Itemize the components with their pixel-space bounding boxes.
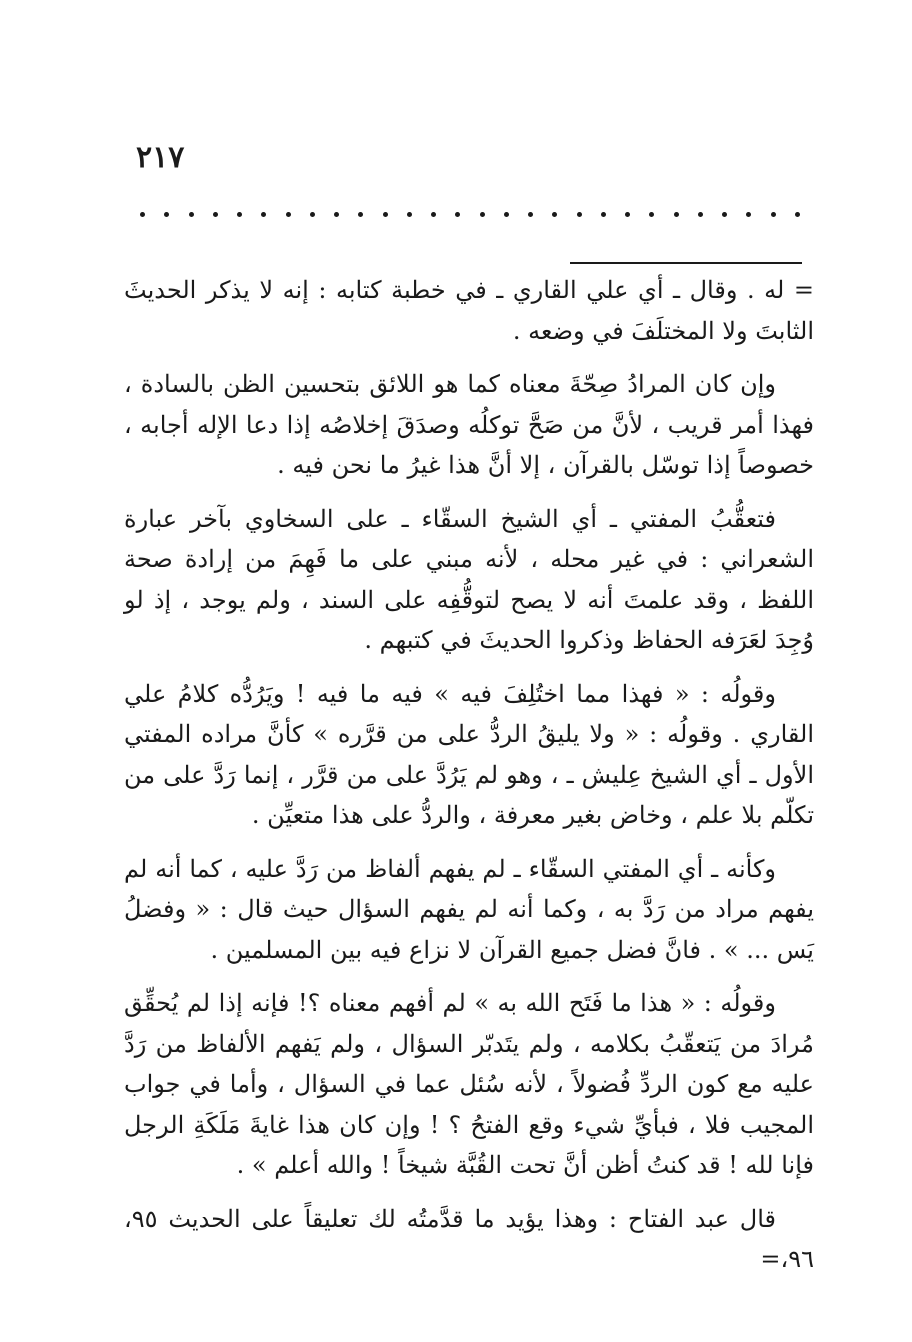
separator-dot [601,212,606,217]
separator-dot [480,212,485,217]
separator-dot [213,212,218,217]
separator-dot [722,212,727,217]
separator-dot [649,212,654,217]
paragraph-continuation: = له . وقال ـ أي علي القاري ـ في خطبة كتابه : إنه لا يذكر الحديثَ الثابتَ ولا المختلَفَ في وضعه . [124,276,814,345]
paragraph: وكأنه ـ أي المفتي السقّاء ـ لم يفهم ألفاظ من رَدَّ عليه ، كما أنه لم يفهم مراد من رَدَّ به ، وكما أنه لم يفهم السؤال حيث قال : « وفضلُ يَس ... » . فانَّ فضل جميع القرآن لا نزاع فيه بين المسلمين . [124,854,814,964]
paragraph: وإن كان المرادُ صِحّةَ معناه كما هو اللائق بتحسين الظن بالسادة ، فهذا أمر قريب ، لأنَّ من صَحَّ توكلُه وصدَقَ إخلاصُه إذا دعا الإله أجابه ، خصوصاً إذا توسّل بالقرآن ، إلا أنَّ هذا غيرُ ما نحن فيه . [124,370,814,479]
separator-dot [358,212,363,217]
paragraph: قال عبد الفتاح : وهذا يؤيد ما قدَّمتُه لك تعليقاً على الحديث ٩٥، ٩٦،= [124,1204,814,1273]
separator-dot [698,212,703,217]
footnote-body [124,270,814,1293]
separator-dot [431,212,436,217]
separator-dot [140,212,145,217]
separator-dot [407,212,412,217]
separator-dot [674,212,679,217]
separator-dot [528,212,533,217]
separator-dot [286,212,291,217]
separator-dot [746,212,751,217]
separator-dot [455,212,460,217]
page-number: ٢١٧ [136,140,185,175]
dotted-separator [140,212,800,217]
paragraph: وقولُه : « هذا ما فَتَح الله به » لم أفهم معناه ؟! فإنه إذا لم يُحقِّق مُرادَ من يَتعقّبُ بكلامه ، ولم يتَدبّر السؤال ، ولم يَفهم الألفاظ من رَدَّ عليه مع كون الردِّ فُضولاً ، لأنه سُئل عما في السؤال ، وأما في جواب المجيب فلا ، فبأيِّ شيء وقع الفتحُ ؟ ! وإن كان هذا غايةَ مَلَكَةِ الرجل فإنا لله ! قد كنتُ أظن أنَّ تحت القُبَّة شيخاً ! والله أعلم » . [124,989,814,1179]
separator-dot [383,212,388,217]
separator-dot [334,212,339,217]
separator-dot [310,212,315,217]
separator-dot [237,212,242,217]
footnote-rule [570,262,802,264]
separator-dot [261,212,266,217]
separator-dot [577,212,582,217]
paragraph: فتعقُّبُ المفتي ـ أي الشيخ السقّاء ـ على السخاوي بآخر عبارة الشعراني : في غير محله ، لأنه مبني على ما فَهِمَ من إرادة صحة اللفظ ، وقد علمتَ أنه لا يصح لتوقُّفِه على السند ، ولم يوجد ، إذ لو وُجِدَ لعَرَفه الحفاظ وذكروا الحديثَ في كتبهم . [124,504,814,654]
separator-dot [771,212,776,217]
separator-dot [625,212,630,217]
separator-dot [552,212,557,217]
separator-dot [504,212,509,217]
paragraph: وقولُه : « فهذا مما اختُلِفَ فيه » فيه ما فيه ! ويَرُدُّه كلامُ علي القاري . وقولُه : « ولا يليقُ الردُّ على من قرَّره » كأنَّ مراده المفتي الأول ـ أي الشيخ عِليش ـ ، وهو لم يَرُدَّ على من قرَّر ، إنما رَدَّ على من تكلّم بلا علم ، وخاض بغير معرفة ، والردُّ على هذا متعيِّن . [124,679,814,829]
separator-dot [189,212,194,217]
separator-dot [795,212,800,217]
separator-dot [164,212,169,217]
